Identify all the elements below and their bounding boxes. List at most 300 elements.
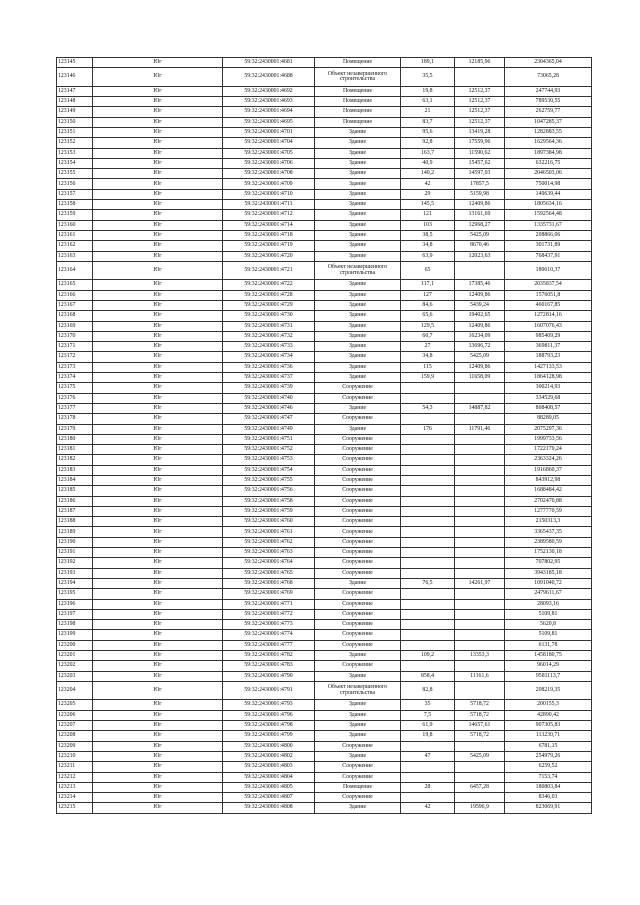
district-cell: Юг (93, 475, 223, 485)
cadastral-number-cell: 59:32:2430001:4712 (223, 210, 315, 220)
area-cell (401, 486, 455, 496)
table-row (57, 393, 592, 403)
table-row (57, 671, 592, 681)
specific-value-cell (455, 465, 505, 475)
district-cell: Юг (93, 373, 223, 383)
cadastral-number-cell: 59:32:2430001:4705 (223, 148, 315, 158)
object-type-cell: Сооружение (315, 475, 401, 485)
object-type-cell: Сооружение (315, 445, 401, 455)
district-cell: Юг (93, 793, 223, 803)
cadastral-value-cell: 334529,68 (505, 393, 592, 403)
row-number-cell: 123167 (57, 300, 93, 310)
object-type-cell: Сооружение (315, 762, 401, 772)
table-row (57, 220, 592, 230)
table-row (57, 290, 592, 300)
cadastral-value-cell: 750014,98 (505, 179, 592, 189)
district-cell: Юг (93, 578, 223, 588)
area-cell: 145,5 (401, 200, 455, 210)
row-number-cell: 123164 (57, 261, 93, 280)
cadastral-number-cell: 59:32:2430001:4739 (223, 383, 315, 393)
area-cell: 176 (401, 424, 455, 434)
specific-value-cell: 5425,09 (455, 751, 505, 761)
row-number-cell: 123153 (57, 148, 93, 158)
specific-value-cell (455, 68, 505, 87)
table-row (57, 578, 592, 588)
row-number-cell: 123183 (57, 465, 93, 475)
table-row (57, 609, 592, 619)
row-number-cell: 123198 (57, 620, 93, 630)
cadastral-value-cell: 6781,15 (505, 741, 592, 751)
cadastral-number-cell: 59:32:2430001:4771 (223, 599, 315, 609)
cadastral-number-cell: 59:32:2430001:4803 (223, 762, 315, 772)
cadastral-number-cell: 59:32:2430001:4714 (223, 220, 315, 230)
cadastral-value-cell: 1629564,36 (505, 138, 592, 148)
object-type-cell: Здание (315, 803, 401, 813)
table-row (57, 300, 592, 310)
row-number-cell: 123185 (57, 486, 93, 496)
table-row (57, 620, 592, 630)
district-cell: Юг (93, 455, 223, 465)
cadastral-value-cell: 1458180,75 (505, 651, 592, 661)
specific-value-cell (455, 383, 505, 393)
cadastral-value-cell: 208219,35 (505, 681, 592, 700)
table-row (57, 568, 592, 578)
table-row (57, 700, 592, 710)
area-cell: 42 (401, 803, 455, 813)
object-type-cell: Здание (315, 700, 401, 710)
object-type-cell: Здание (315, 251, 401, 261)
table-row (57, 280, 592, 290)
cadastral-value-cell: 5109,81 (505, 609, 592, 619)
cadastral-value-cell: 2046503,06 (505, 169, 592, 179)
specific-value-cell (455, 475, 505, 485)
table-row (57, 527, 592, 537)
area-cell: 82,8 (401, 681, 455, 700)
area-cell (401, 393, 455, 403)
table-row (57, 373, 592, 383)
area-cell (401, 741, 455, 751)
cadastral-value-cell: 5109,81 (505, 630, 592, 640)
area-cell: 34,8 (401, 352, 455, 362)
cadastral-number-cell: 59:32:2430001:4749 (223, 424, 315, 434)
row-number-cell: 123173 (57, 362, 93, 372)
cadastral-value-cell: 8346,03 (505, 793, 592, 803)
row-number-cell: 123171 (57, 342, 93, 352)
area-cell: 95,6 (401, 127, 455, 137)
specific-value-cell: 17857,5 (455, 179, 505, 189)
specific-value-cell: 12409,86 (455, 362, 505, 372)
specific-value-cell: 5425,09 (455, 352, 505, 362)
object-type-cell: Сооружение (315, 537, 401, 547)
row-number-cell: 123200 (57, 640, 93, 650)
table-row (57, 311, 592, 321)
cadastral-number-cell: 59:32:2430001:4722 (223, 280, 315, 290)
cadastral-value-cell: 5620,8 (505, 620, 592, 630)
area-cell (401, 793, 455, 803)
object-type-cell: Объект незавершенного строительства (315, 68, 401, 87)
row-number-cell: 123184 (57, 475, 93, 485)
area-cell: 29 (401, 189, 455, 199)
table-row (57, 434, 592, 444)
district-cell: Юг (93, 671, 223, 681)
cadastral-number-cell: 59:32:2430001:4751 (223, 434, 315, 444)
district-cell: Юг (93, 362, 223, 372)
object-type-cell: Здание (315, 200, 401, 210)
specific-value-cell: 17385,46 (455, 280, 505, 290)
cadastral-value-cell: 2075297,36 (505, 424, 592, 434)
district-cell: Юг (93, 230, 223, 240)
specific-value-cell (455, 568, 505, 578)
specific-value-cell (455, 445, 505, 455)
cadastral-number-cell: 59:32:2430001:4755 (223, 475, 315, 485)
district-cell: Юг (93, 496, 223, 506)
cadastral-value-cell: 3365437,35 (505, 527, 592, 537)
cadastral-number-cell: 59:32:2430001:4737 (223, 373, 315, 383)
table-row (57, 475, 592, 485)
table-row (57, 517, 592, 527)
row-number-cell: 123208 (57, 731, 93, 741)
area-cell: 38,5 (401, 230, 455, 240)
specific-value-cell (455, 609, 505, 619)
specific-value-cell: 13696,72 (455, 342, 505, 352)
specific-value-cell: 14261,97 (455, 578, 505, 588)
row-number-cell: 123215 (57, 803, 93, 813)
table-row (57, 179, 592, 189)
object-type-cell: Сооружение (315, 414, 401, 424)
cadastral-value-cell: 2363324,26 (505, 455, 592, 465)
row-number-cell: 123145 (57, 58, 93, 68)
area-cell (401, 568, 455, 578)
district-cell: Юг (93, 241, 223, 251)
district-cell: Юг (93, 331, 223, 341)
cadastral-number-cell: 59:32:2430001:4800 (223, 741, 315, 751)
table-row (57, 548, 592, 558)
specific-value-cell: 14887,82 (455, 403, 505, 413)
cadastral-value-cell: 42890,42 (505, 710, 592, 720)
area-cell: 7,5 (401, 710, 455, 720)
specific-value-cell (455, 486, 505, 496)
object-type-cell: Сооружение (315, 568, 401, 578)
cadastral-number-cell: 59:32:2430001:4693 (223, 97, 315, 107)
cadastral-value-cell: 301731,89 (505, 241, 592, 251)
district-cell: Юг (93, 393, 223, 403)
specific-value-cell (455, 261, 505, 280)
area-cell: 129,5 (401, 321, 455, 331)
area-cell (401, 414, 455, 424)
object-type-cell: Сооружение (315, 506, 401, 516)
table-row (57, 589, 592, 599)
cadastral-value-cell: 907305,83 (505, 721, 592, 731)
cadastral-value-cell: 188793,23 (505, 352, 592, 362)
row-number-cell: 123152 (57, 138, 93, 148)
cadastral-number-cell: 59:32:2430001:4718 (223, 230, 315, 240)
specific-value-cell: 12512,37 (455, 107, 505, 117)
area-cell: 60,7 (401, 331, 455, 341)
cadastral-number-cell: 59:32:2430001:4701 (223, 127, 315, 137)
specific-value-cell: 13161,69 (455, 210, 505, 220)
cadastral-number-cell: 59:32:2430001:4720 (223, 251, 315, 261)
table-row (57, 630, 592, 640)
object-type-cell: Здание (315, 220, 401, 230)
row-number-cell: 123186 (57, 496, 93, 506)
object-type-cell: Здание (315, 169, 401, 179)
table-row (57, 496, 592, 506)
specific-value-cell (455, 558, 505, 568)
specific-value-cell: 5425,09 (455, 230, 505, 240)
specific-value-cell: 19596,9 (455, 803, 505, 813)
cadastral-number-cell: 59:32:2430001:4760 (223, 517, 315, 527)
district-cell: Юг (93, 424, 223, 434)
district-cell: Юг (93, 465, 223, 475)
specific-value-cell: 11590,62 (455, 148, 505, 158)
cadastral-number-cell: 59:32:2430001:4736 (223, 362, 315, 372)
row-number-cell: 123151 (57, 127, 93, 137)
district-cell: Юг (93, 640, 223, 650)
object-type-cell: Здание (315, 751, 401, 761)
cadastral-value-cell: 96014,29 (505, 661, 592, 671)
table-row (57, 465, 592, 475)
row-number-cell: 123210 (57, 751, 93, 761)
area-cell: 19,8 (401, 731, 455, 741)
cadastral-value-cell: 460167,85 (505, 300, 592, 310)
district-cell: Юг (93, 158, 223, 168)
cadastral-number-cell: 59:32:2430001:4747 (223, 414, 315, 424)
row-number-cell: 123146 (57, 68, 93, 87)
cadastral-number-cell: 59:32:2430001:4706 (223, 158, 315, 168)
object-type-cell: Объект незавершенного строительства (315, 261, 401, 280)
cadastral-number-cell: 59:32:2430001:4711 (223, 200, 315, 210)
cadastral-number-cell: 59:32:2430001:4733 (223, 342, 315, 352)
object-type-cell: Здание (315, 127, 401, 137)
row-number-cell: 123155 (57, 169, 93, 179)
specific-value-cell (455, 681, 505, 700)
table-row (57, 251, 592, 261)
area-cell: 54,3 (401, 403, 455, 413)
district-cell: Юг (93, 179, 223, 189)
table-row (57, 661, 592, 671)
specific-value-cell: 12409,86 (455, 290, 505, 300)
area-cell: 19,8 (401, 86, 455, 96)
specific-value-cell (455, 393, 505, 403)
cadastral-number-cell: 59:32:2430001:4710 (223, 189, 315, 199)
cadastral-value-cell: 200155,3 (505, 700, 592, 710)
cadastral-value-cell: 1916860,37 (505, 465, 592, 475)
row-number-cell: 123199 (57, 630, 93, 640)
row-number-cell: 123148 (57, 97, 93, 107)
object-type-cell: Здание (315, 158, 401, 168)
object-type-cell: Здание (315, 731, 401, 741)
cadastral-number-cell: 59:32:2430001:4758 (223, 496, 315, 506)
cadastral-number-cell: 59:32:2430001:4774 (223, 630, 315, 640)
row-number-cell: 123181 (57, 445, 93, 455)
object-type-cell: Помещение (315, 117, 401, 127)
district-cell: Юг (93, 210, 223, 220)
specific-value-cell (455, 661, 505, 671)
district-cell: Юг (93, 517, 223, 527)
table-row (57, 127, 592, 137)
district-cell: Юг (93, 803, 223, 813)
object-type-cell: Сооружение (315, 793, 401, 803)
specific-value-cell (455, 620, 505, 630)
specific-value-cell (455, 630, 505, 640)
specific-value-cell: 13419,28 (455, 127, 505, 137)
row-number-cell: 123188 (57, 517, 93, 527)
cadastral-number-cell: 59:32:2430001:4808 (223, 803, 315, 813)
specific-value-cell: 14597,03 (455, 169, 505, 179)
row-number-cell: 123166 (57, 290, 93, 300)
district-cell: Юг (93, 414, 223, 424)
table-row (57, 138, 592, 148)
area-cell: 63,9 (401, 251, 455, 261)
cadastral-value-cell: 247744,93 (505, 86, 592, 96)
specific-value-cell (455, 640, 505, 650)
specific-value-cell: 5439,24 (455, 300, 505, 310)
cadastral-value-cell: 369811,37 (505, 342, 592, 352)
cadastral-value-cell: 1999733,56 (505, 434, 592, 444)
district-cell: Юг (93, 772, 223, 782)
table-row (57, 762, 592, 772)
district-cell: Юг (93, 189, 223, 199)
specific-value-cell: 6457,28 (455, 782, 505, 792)
cadastral-value-cell: 73065,28 (505, 68, 592, 87)
specific-value-cell: 12512,37 (455, 97, 505, 107)
district-cell: Юг (93, 107, 223, 117)
row-number-cell: 123212 (57, 772, 93, 782)
table-row (57, 486, 592, 496)
district-cell: Юг (93, 138, 223, 148)
specific-value-cell (455, 793, 505, 803)
district-cell: Юг (93, 568, 223, 578)
table-row (57, 331, 592, 341)
specific-value-cell: 5718,72 (455, 731, 505, 741)
row-number-cell: 123160 (57, 220, 93, 230)
area-cell: 21 (401, 107, 455, 117)
district-cell: Юг (93, 261, 223, 280)
cadastral-value-cell: 9581113,7 (505, 671, 592, 681)
cadastral-number-cell: 59:32:2430001:4704 (223, 138, 315, 148)
object-type-cell: Сооружение (315, 609, 401, 619)
cadastral-value-cell: 2479611,67 (505, 589, 592, 599)
area-cell: 109,2 (401, 651, 455, 661)
area-cell (401, 599, 455, 609)
cadastral-number-cell: 59:32:2430001:4721 (223, 261, 315, 280)
specific-value-cell (455, 414, 505, 424)
table-body (57, 58, 592, 814)
specific-value-cell: 17559,96 (455, 138, 505, 148)
cadastral-value-cell: 1607076,43 (505, 321, 592, 331)
district-cell: Юг (93, 300, 223, 310)
district-cell: Юг (93, 321, 223, 331)
specific-value-cell (455, 762, 505, 772)
cadastral-value-cell: 1576051,8 (505, 290, 592, 300)
table-row (57, 362, 592, 372)
district-cell: Юг (93, 661, 223, 671)
district-cell: Юг (93, 486, 223, 496)
cadastral-number-cell: 59:32:2430001:4730 (223, 311, 315, 321)
area-cell (401, 475, 455, 485)
object-type-cell: Сооружение (315, 741, 401, 751)
specific-value-cell: 11658,09 (455, 373, 505, 383)
area-cell: 858,4 (401, 671, 455, 681)
table-row (57, 681, 592, 700)
cadastral-number-cell: 59:32:2430001:4796 (223, 710, 315, 720)
area-cell: 117,1 (401, 280, 455, 290)
district-cell: Юг (93, 548, 223, 558)
district-cell: Юг (93, 620, 223, 630)
district-cell: Юг (93, 97, 223, 107)
area-cell: 27 (401, 342, 455, 352)
table-row (57, 86, 592, 96)
table-row (57, 424, 592, 434)
object-type-cell: Сооружение (315, 772, 401, 782)
cadastral-number-cell: 59:32:2430001:4790 (223, 671, 315, 681)
cadastral-number-cell: 59:32:2430001:4769 (223, 589, 315, 599)
specific-value-cell: 12185,96 (455, 58, 505, 68)
row-number-cell: 123179 (57, 424, 93, 434)
table-row (57, 721, 592, 731)
area-cell: 63,1 (401, 97, 455, 107)
object-type-cell: Здание (315, 290, 401, 300)
row-number-cell: 123187 (57, 506, 93, 516)
district-cell: Юг (93, 86, 223, 96)
cadastral-number-cell: 59:32:2430001:4709 (223, 179, 315, 189)
specific-value-cell: 12512,37 (455, 117, 505, 127)
object-type-cell: Помещение (315, 86, 401, 96)
object-type-cell: Здание (315, 721, 401, 731)
area-cell (401, 527, 455, 537)
row-number-cell: 123214 (57, 793, 93, 803)
district-cell: Юг (93, 383, 223, 393)
object-type-cell: Здание (315, 148, 401, 158)
specific-value-cell: 5718,72 (455, 700, 505, 710)
district-cell: Юг (93, 721, 223, 731)
district-cell: Юг (93, 782, 223, 792)
object-type-cell: Сооружение (315, 393, 401, 403)
area-cell (401, 548, 455, 558)
cadastral-value-cell: 2150313,3 (505, 517, 592, 527)
table-row (57, 210, 592, 220)
cadastral-number-cell: 59:32:2430001:4783 (223, 661, 315, 671)
table-row (57, 537, 592, 547)
area-cell (401, 434, 455, 444)
cadastral-number-cell: 59:32:2430001:4728 (223, 290, 315, 300)
object-type-cell: Здание (315, 710, 401, 720)
area-cell: 40,9 (401, 158, 455, 168)
district-cell: Юг (93, 58, 223, 68)
table-row (57, 58, 592, 68)
area-cell (401, 517, 455, 527)
district-cell: Юг (93, 280, 223, 290)
table-row (57, 751, 592, 761)
cadastral-number-cell: 59:32:2430001:4807 (223, 793, 315, 803)
district-cell: Юг (93, 311, 223, 321)
table-row (57, 158, 592, 168)
object-type-cell: Здание (315, 651, 401, 661)
cadastral-value-cell: 789530,55 (505, 97, 592, 107)
district-cell: Юг (93, 751, 223, 761)
object-type-cell: Сооружение (315, 527, 401, 537)
cadastral-value-cell: 2389580,59 (505, 537, 592, 547)
area-cell: 159,9 (401, 373, 455, 383)
district-cell: Юг (93, 741, 223, 751)
cadastral-number-cell: 59:32:2430001:4729 (223, 300, 315, 310)
cadastral-value-cell: 2035837,54 (505, 280, 592, 290)
row-number-cell: 123178 (57, 414, 93, 424)
table-row (57, 640, 592, 650)
row-number-cell: 123194 (57, 578, 93, 588)
row-number-cell: 123150 (57, 117, 93, 127)
table-row (57, 599, 592, 609)
